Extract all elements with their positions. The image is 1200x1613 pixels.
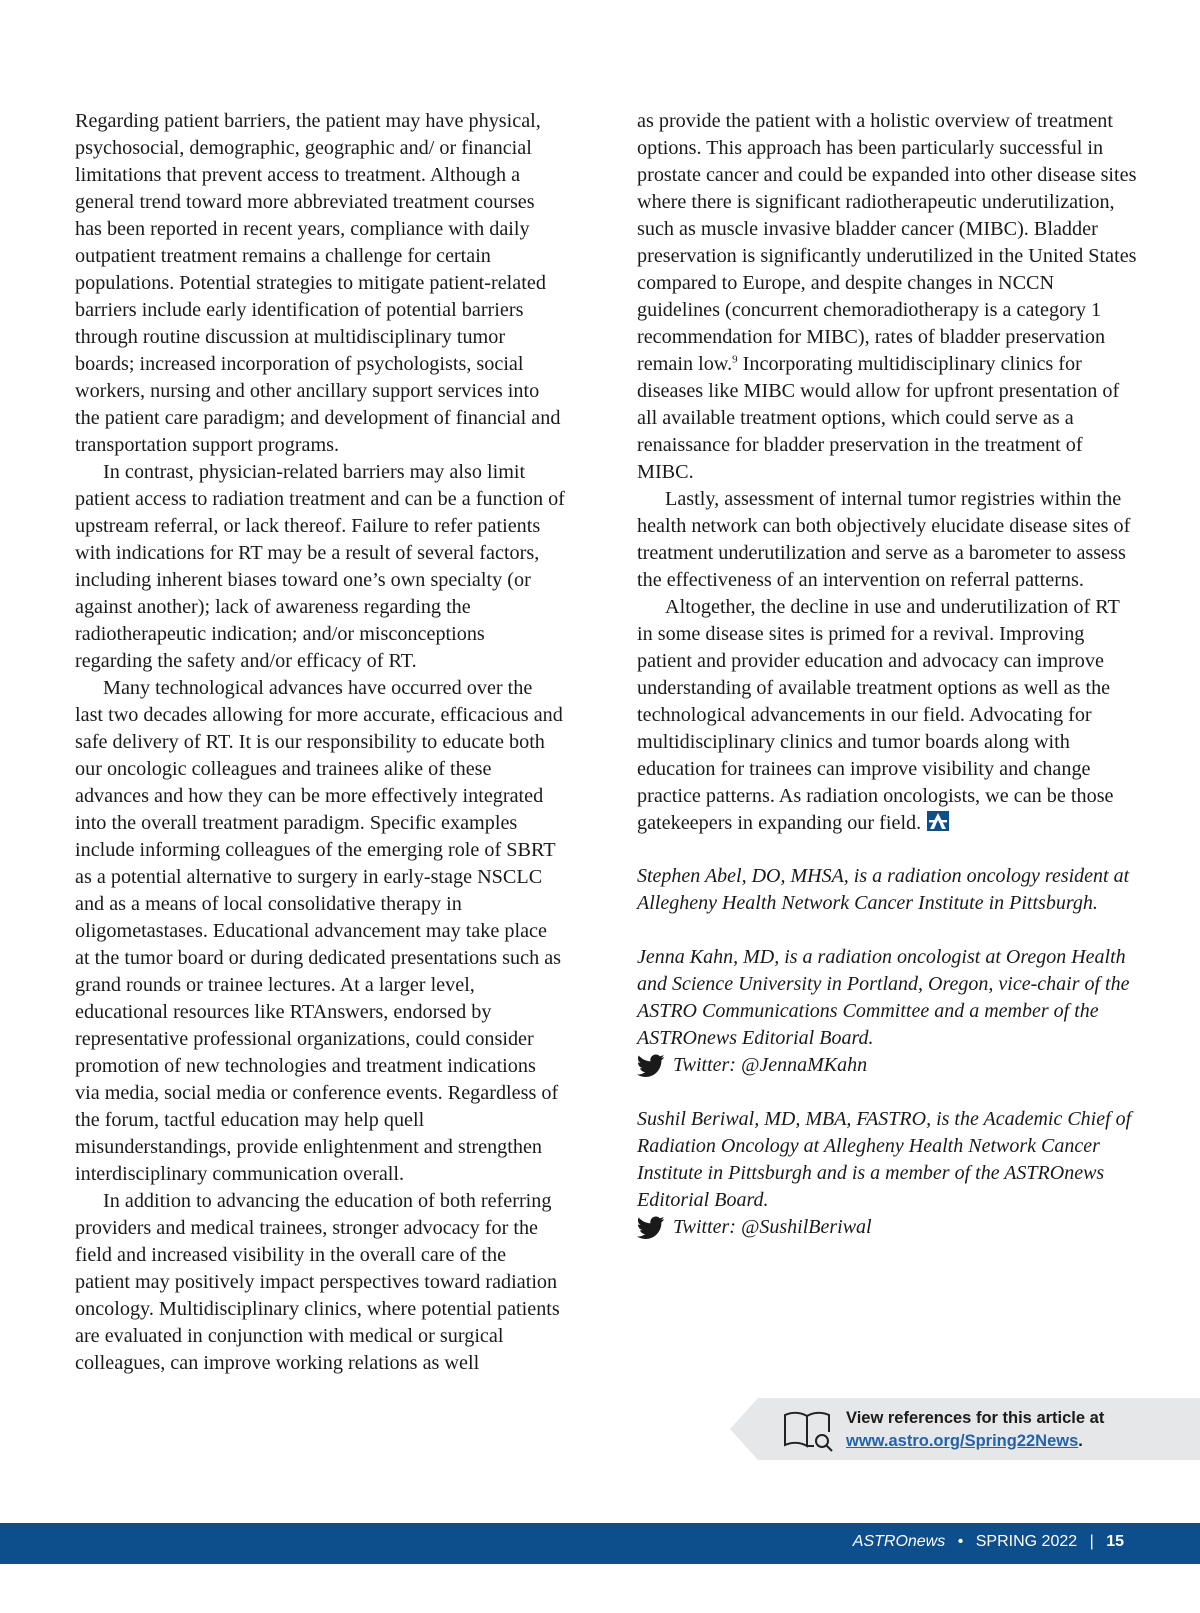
footer-text: [853, 1533, 1124, 1551]
footer-divider: |: [1089, 1533, 1094, 1550]
author-bio-abel: [637, 863, 1137, 917]
author-bio-text: Stephen Abel, DO, MHSA, is a radiation oncology resident at Allegheny Health Network Cancer Institute in Pittsburgh.: [637, 865, 1130, 914]
twitter-bird-icon: [637, 1216, 665, 1240]
page-number: 15: [1106, 1533, 1124, 1550]
paragraph-patient-barriers: Regarding patient barriers, the patient may have physical, psychosocial, demographic, geographic and/ or financial limitations that prevent access to treatment. Although a general trend toward more abbreviated treatment courses has been reported in recent years, compliance with daily outpatient treatment remains a challenge for certain populations. Potential strategies to mitigate patient-related barriers include early identification of potential barriers through routine discussion at multidisciplinary tumor boards; increased incorporation of psychologists, social workers, nursing and other ancillary support services into the patient care paradigm; and development of financial and transportation support programs.: [75, 110, 561, 456]
twitter-handle-beriwal[interactable]: [637, 1214, 1137, 1241]
footer-bullet: •: [957, 1533, 964, 1550]
author-bio-kahn: [637, 944, 1137, 1079]
references-link[interactable]: www.astro.org/Spring22News: [846, 1432, 1079, 1450]
author-bio-beriwal: [637, 1106, 1137, 1241]
references-text: [846, 1407, 1104, 1453]
references-trailing: .: [1078, 1432, 1083, 1450]
author-bio-text: Sushil Beriwal, MD, MBA, FASTRO, is the Academic Chief of Radiation Oncology at Allegheny Health Network Cancer Institute in Pittsburgh and is a member of the ASTROnews Editorial Board.: [637, 1108, 1132, 1211]
paragraph-conclusion: [637, 594, 1137, 837]
book-search-icon: [782, 1410, 834, 1452]
right-column: [637, 108, 1137, 1268]
twitter-handle-text: Twitter: @SushilBeriwal: [673, 1216, 872, 1238]
paragraph-text: Incorporating multidisciplinary clinics for diseases like MIBC would allow for upfront presentation of all available treatment options, which could serve as a renaissance for bladder preservation in the treatment of MIBC.: [637, 353, 1120, 483]
references-label: View references for this article at: [846, 1409, 1105, 1427]
reference-superscript: 9: [732, 353, 738, 366]
page-footer: [0, 1523, 1200, 1564]
twitter-handle-kahn[interactable]: [637, 1052, 1137, 1079]
twitter-bird-icon: [637, 1054, 665, 1078]
paragraph-physician-barriers: In contrast, physician-related barriers may also limit patient access to radiation treatment and can be a function of upstream referral, or lack thereof. Failure to refer patients with indications for RT may be a result of several factors, including inherent biases toward one’s own specialty (or against another); lack of awareness regarding the radiotherapeutic indication; and/or misconceptions regarding the safety and/or efficacy of RT.: [75, 461, 565, 672]
astro-logo-icon: [927, 811, 949, 831]
paragraph-advocacy: In addition to advancing the education of both referring providers and medical trainees, stronger advocacy for the field and increased visibility in the overall care of the patient may positively impact perspectives toward radiation oncology. Multidisciplinary clinics, where potential patients are evaluated in conjunction with medical or surgical colleagues, can improve working relations as well: [75, 1190, 560, 1374]
author-bios: [637, 863, 1137, 1241]
paragraph-tumor-registries: Lastly, assessment of internal tumor registries within the health network can both objectively elucidate disease sites of treatment underutilization and serve as a barometer to assess the effectiveness of an intervention on referral patterns.: [637, 488, 1131, 591]
footer-magazine: ASTROnews: [852, 1533, 946, 1550]
author-bio-text: Jenna Kahn, MD, is a radiation oncologist at Oregon Health and Science University in Portland, Oregon, vice-chair of the ASTRO Communications Committee and a member of the ASTROnews Editorial Board.: [637, 946, 1130, 1049]
paragraph-technological-advances: Many technological advances have occurred over the last two decades allowing for more accurate, efficacious and safe delivery of RT. It is our responsibility to educate both our oncologic colleagues and trainees alike of these advances and how they can be more effectively integrated into the overall treatment paradigm. Specific examples include informing colleagues of the emerging role of SBRT as a potential alternative to surgery in early-stage NSCLC and as a means of local consolidative therapy in oligometastases. Educational advancement may take place at the tumor board or during dedicated presentations such as grand rounds or trainee lectures. At a larger level, educational resources like RTAnswers, endorsed by representative professional organizations, could consider promotion of new technologies and treatment indications via media, social media or conference events. Regardless of the forum, tactful education may help quell misunderstandings, provide enlightenment and strengthen interdisciplinary communication overall.: [75, 677, 563, 1185]
paragraph-text: as provide the patient with a holistic overview of treatment options. This approach has been particularly successful in prostate cancer and could be expanded into other disease sites where there is significant radiotherapeutic underutilization, such as muscle invasive bladder cancer (MIBC). Bladder preservation is significantly underutilized in the United States compared to Europe, and despite changes in NCCN guidelines (concurrent chemoradiotherapy is a category 1 recommendation for MIBC), rates of bladder preservation remain low.: [637, 110, 1137, 375]
twitter-handle-text: Twitter: @JennaMKahn: [673, 1054, 868, 1076]
footer-issue: SPRING 2022: [975, 1533, 1078, 1550]
paragraph-text: Altogether, the decline in use and underutilization of RT in some disease sites is primed for a revival. Improving patient and provider education and advocacy can improve understanding of available treatment options as well as the technological advancements in our field. Advocating for multidisciplinary clinics and tumor boards along with education for trainees can improve visibility and change practice patterns. As radiation oncologists, we can be those gatekeepers in expanding our field.: [637, 596, 1120, 834]
paragraph-multidisciplinary-clinics: [637, 108, 1137, 486]
left-column: [75, 108, 565, 1377]
references-callout: [730, 1398, 1200, 1460]
